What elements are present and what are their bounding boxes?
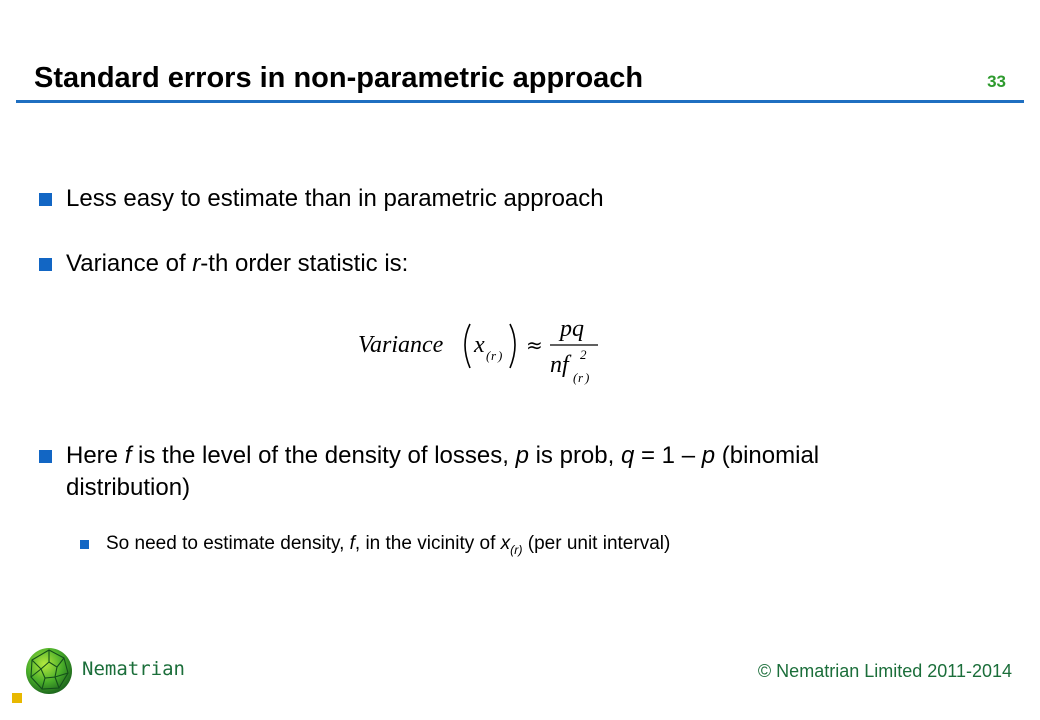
formula-x-sub-lparen: ( (486, 348, 491, 363)
formula-right-paren (510, 324, 515, 368)
green-polyhedron-logo-icon (24, 646, 74, 696)
formula-den-n: n (550, 352, 562, 378)
formula-x-sub-rparen: ) (498, 348, 503, 363)
sub-bullet-x-sub: (r) (510, 542, 523, 557)
sub-bullet-t1: So need to estimate density, (106, 533, 350, 554)
formula-x-sub-r: r (491, 348, 497, 363)
formula-left-paren (465, 324, 470, 368)
bullet-marker-1 (39, 193, 52, 206)
brand-name: Nematrian (82, 658, 185, 680)
bullet-3-p2: p (701, 442, 716, 469)
bullet-text-2 (66, 248, 408, 280)
sub-bullet-f: f (349, 533, 355, 554)
bullet-3-t5: (binomial (715, 442, 820, 469)
bullet-3-p: p (515, 442, 529, 469)
formula-den-sub-r: r (578, 370, 584, 385)
formula-approx: ≈ (526, 333, 543, 357)
bullet-3-t4: = 1 – (634, 442, 702, 469)
bullet-2-text-b: -th order statistic is: (200, 250, 409, 277)
sub-bullet-t3: (per unit interval) (522, 533, 671, 554)
bullet-3-t2: is the level of the density of losses, (131, 442, 516, 469)
formula-x: x (474, 332, 485, 358)
sub-bullet-marker (80, 540, 89, 549)
slide-title: Standard errors in non-parametric approach (34, 62, 644, 94)
bullet-2-var-r: r (192, 250, 201, 277)
bullet-text-3 (66, 440, 966, 504)
bullet-3-f: f (124, 442, 132, 469)
bullet-marker-2 (39, 258, 52, 271)
bullet-3-t3: is prob, (528, 442, 621, 469)
variance-formula (358, 312, 608, 392)
formula-numerator: pq (560, 316, 584, 342)
copyright-text: © Nematrian Limited 2011-2014 (757, 661, 1012, 681)
bullet-3-q: q (620, 442, 635, 469)
formula-lhs: Variance (358, 332, 444, 358)
bullet-text-1: Less easy to estimate than in parametric approach (66, 185, 604, 212)
sub-bullet-x: x (500, 533, 511, 554)
formula-den-sub-lparen: ( (573, 370, 578, 385)
formula-den-f: f (562, 352, 569, 378)
corner-square (12, 693, 22, 703)
bullet-3-line2: distribution) (66, 474, 191, 501)
bullet-2-text-a: Variance of (66, 250, 193, 277)
sub-bullet-text (106, 531, 670, 563)
formula-den-sub-rparen: ) (585, 370, 590, 385)
slide-number: 33 (987, 72, 1006, 91)
sub-bullet-t2: , in the vicinity of (354, 533, 501, 554)
title-underline (16, 100, 1024, 103)
bullet-3-t1: Here (66, 442, 125, 469)
formula-den-sup: 2 (580, 347, 587, 362)
bullet-marker-3 (39, 450, 52, 463)
